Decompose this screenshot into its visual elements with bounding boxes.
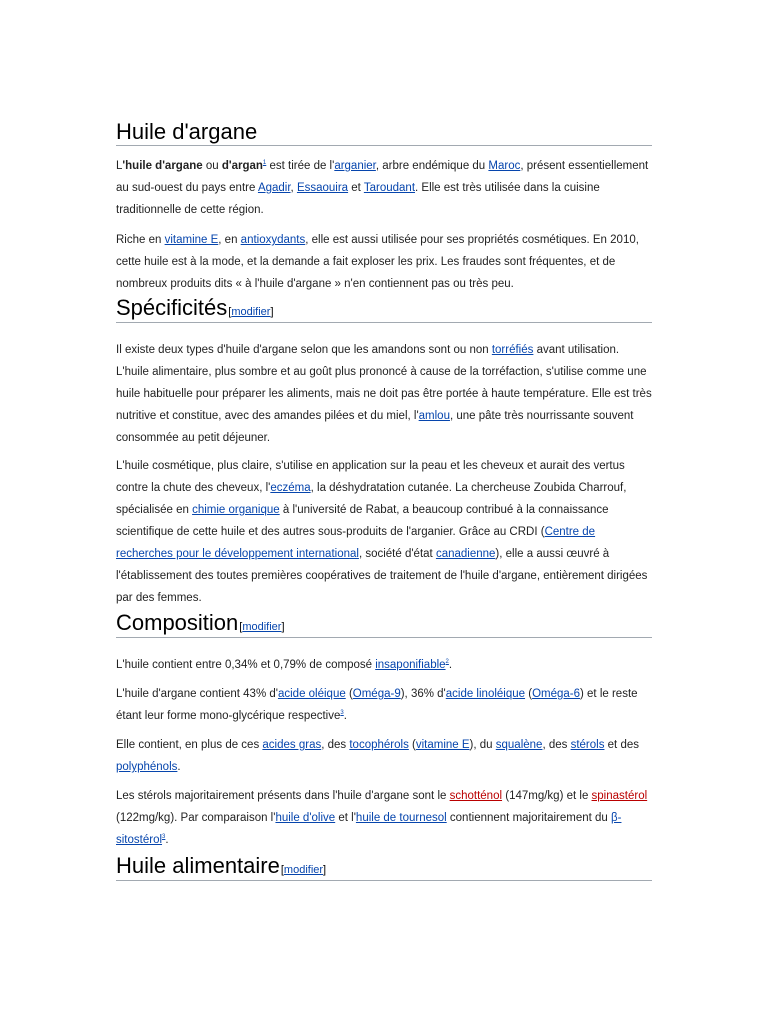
- link-spinasterol[interactable]: spinastérol: [591, 790, 648, 802]
- link-taroudant[interactable]: Taroudant: [363, 182, 416, 194]
- bold-term-dargan: d'argan: [221, 160, 263, 172]
- modifier-link-huile-alimentaire[interactable]: modifier: [283, 864, 324, 876]
- section-heading-huile-alimentaire: Huile alimentaire[modifier]: [116, 855, 652, 881]
- edit-section-composition: [modifier]: [239, 621, 285, 633]
- modifier-link-composition[interactable]: modifier: [242, 621, 282, 633]
- reference-link-3b[interactable]: 3: [162, 834, 166, 841]
- link-acide-oleique[interactable]: acide oléique: [277, 688, 346, 700]
- modifier-link-specificites[interactable]: modifier: [231, 306, 271, 318]
- link-maroc[interactable]: Maroc: [488, 160, 521, 172]
- link-crdi[interactable]: Centre de recherches pour le développement international: [116, 526, 596, 560]
- intro-paragraph-1: L'huile d'argane ou d'argan$^1$ est tirée de l'arganier, arbre endémique du Maroc, présent essentiellement au sud-ouest du pays entre Agadir, Essaouira et Taroudant. Elle est très utilisée dans la cuisine traditionnelle de cette région.: [116, 160, 649, 216]
- link-vitamine-e-2[interactable]: vitamine E: [415, 739, 470, 751]
- reference-link-3[interactable]: 3: [340, 710, 344, 717]
- link-omega-9[interactable]: Oméga-9: [352, 688, 401, 700]
- link-vitamine-e[interactable]: vitamine E: [164, 234, 219, 246]
- link-sterols[interactable]: stérols: [570, 739, 605, 751]
- link-huile-dolive[interactable]: huile d'olive: [275, 812, 336, 824]
- reference-link-1[interactable]: 1: [262, 160, 267, 167]
- link-huile-de-tournesol[interactable]: huile de tournesol: [355, 812, 447, 824]
- reference-link-2[interactable]: 2: [445, 659, 449, 666]
- link-torrefies[interactable]: torréfiés: [491, 344, 534, 356]
- intro-paragraph-2: Riche en vitamine E, en antioxydants, elle est aussi utilisée pour ses propriétés cosmétiques. En 2010, cette huile est à la mode, et la demande a fait exploser les prix. Les fraudes sont fréquentes, et de nombreux produits dits « à l'huile d'argane » n'en contiennent pas ou très peu.: [116, 234, 639, 290]
- composition-paragraph-3: Elle contient, en plus de ces acides gras, des tocophérols (vitamine E), du squalène, des stérols et des polyphénols.: [116, 739, 639, 773]
- link-beta-sitosterol[interactable]: β-sitostérol: [116, 812, 622, 846]
- link-acides-gras[interactable]: acides gras: [262, 739, 322, 751]
- link-antioxydants[interactable]: antioxydants: [240, 234, 306, 246]
- link-arganier[interactable]: arganier: [334, 160, 376, 172]
- link-essaouira[interactable]: Essaouira: [296, 182, 349, 194]
- link-tocopherols[interactable]: tocophérols: [349, 739, 409, 751]
- composition-paragraph-2: L'huile d'argane contient 43% d'acide oléique (Oméga-9), 36% d'acide linoléique (Oméga-6) et le reste étant leur forme mono-glycérique respective$^3$.: [116, 688, 638, 722]
- link-polyphenols[interactable]: polyphénols: [116, 761, 178, 773]
- edit-section-specificites: [modifier]: [228, 306, 274, 318]
- edit-section-huile-alimentaire: [modifier]: [280, 864, 327, 876]
- link-amlou[interactable]: amlou: [418, 410, 450, 422]
- link-agadir[interactable]: Agadir: [257, 182, 291, 194]
- link-canadienne[interactable]: canadienne: [435, 548, 496, 560]
- section-heading-specificites: Spécificités[modifier]: [116, 297, 652, 323]
- link-chimie-organique[interactable]: chimie organique: [192, 504, 280, 516]
- bold-term-huile-dargane: 'huile d'argane: [122, 160, 203, 172]
- section-heading-composition: Composition[modifier]: [116, 612, 652, 638]
- link-schottenol[interactable]: schotténol: [449, 790, 503, 802]
- page-title: Huile d'argane: [116, 121, 652, 146]
- specificites-paragraph-1: Il existe deux types d'huile d'argane selon que les amandons sont ou non torréfiés avant utilisation. L'huile alimentaire, plus sombre et au goût plus prononcé à cause de la torréfaction, s'utilise comme une huile habituelle pour préparer les aliments, mais ne doit pas être portée à haute température. Elle est très nutritive et constitue, avec des amandes pilées et du miel, l'amlou, une pâte très nourrissante souvent consommée au petit déjeuner.: [116, 344, 652, 444]
- link-insaponifiable[interactable]: insaponifiable: [375, 659, 446, 671]
- composition-paragraph-1: L'huile contient entre 0,34% et 0,79% de composé insaponifiable$^2$.: [116, 659, 453, 671]
- link-squalene[interactable]: squalène: [495, 739, 543, 751]
- link-eczema[interactable]: eczéma: [270, 482, 311, 494]
- link-omega-6[interactable]: Oméga-6: [532, 688, 581, 700]
- composition-paragraph-4: Les stérols majoritairement présents dans l'huile d'argane sont le schotténol (147mg/kg) et le spinastérol (122mg/kg). Par comparaison l'huile d'olive et l'huile de tournesol contiennent majoritairement du β-sitostérol$^3$.: [116, 790, 648, 846]
- specificites-paragraph-2: L'huile cosmétique, plus claire, s'utilise en application sur la peau et les cheveux et aurait des vertus contre la chute des cheveux, l'eczéma, la déshydratation cutanée. La chercheuse Zoubida Charrouf, spécialisée en chimie organique à l'université de Rabat, a beaucoup contribué à la connaissance scientifique de cette huile et des autres sous-produits de l'arganier. Grâce au CRDI (Centre de recherches pour le développement international, société d'état canadienne), elle a aussi œuvré à l'établissement des toutes premières coopératives de traitement de l'huile d'argane, entièrement dirigées par des femmes.: [116, 460, 648, 604]
- link-acide-linoleique[interactable]: acide linoléique: [445, 688, 526, 700]
